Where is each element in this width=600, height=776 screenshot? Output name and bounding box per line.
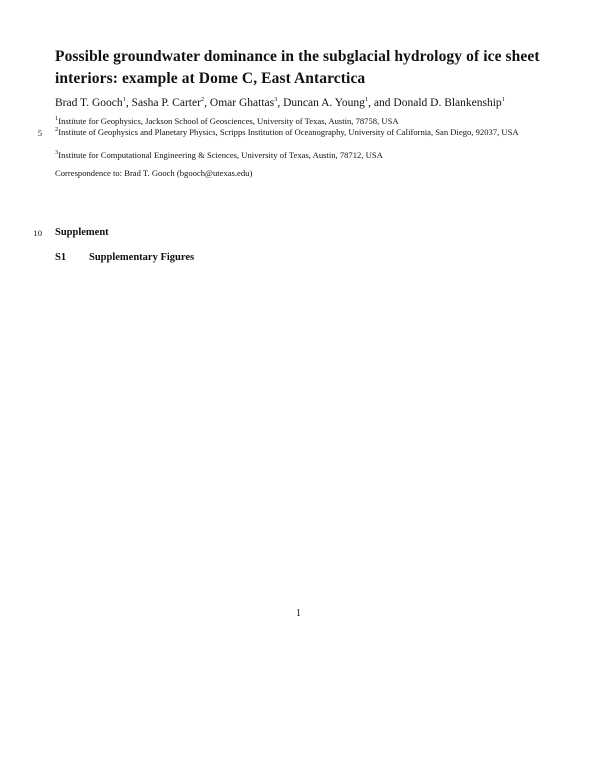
author-affiliation-mark: 3 (274, 96, 278, 104)
author-separator: , (204, 97, 210, 109)
affiliation-3 (55, 150, 560, 161)
author-name: Omar Ghattas (209, 97, 275, 109)
section-title: Supplementary Figures (89, 252, 195, 263)
author-separator: , (277, 97, 284, 109)
author-separator: , (368, 97, 374, 109)
author-affiliation-mark: 1 (501, 96, 505, 104)
affiliation-number: 3 (55, 149, 59, 157)
affiliation-text: Institute for Computational Engineering & Sciences, University of Texas, Austin, 78712, USA (58, 150, 383, 160)
author-name: Brad T. Gooch (55, 97, 123, 109)
paper-title: Possible groundwater dominance in the subglacial hydrology of ice sheet interiors: example at Dome C, East Antarctica (55, 48, 540, 87)
section-number: S1 (55, 252, 67, 263)
author-separator: , (125, 97, 132, 109)
affiliation-number: 2 (55, 126, 59, 134)
affiliation-text: Institute for Geophysics, Jackson School of Geosciences, University of Texas, Austin, 78758, USA (58, 116, 399, 126)
line-number-5: 5 (37, 128, 42, 138)
supplement-heading: Supplement (55, 227, 109, 238)
author-name: Sasha P. Carter (131, 97, 201, 109)
author-affiliation-mark: 2 (200, 96, 205, 104)
affiliation-1 (55, 116, 560, 127)
author-affiliation-mark: 1 (122, 96, 126, 104)
author-name: Duncan A. Young (283, 97, 365, 109)
page-number: 1 (296, 608, 301, 619)
correspondence-line: Correspondence to: Brad T. Gooch (bgooch@utexas.edu) (55, 168, 253, 178)
affiliation-text: Institute of Geophysics and Planetary Physics, Scripps Institution of Oceanography, University of California, San Diego, 92037, USA (58, 127, 519, 137)
affiliation-number: 1 (55, 115, 59, 123)
author-affiliation-mark: 1 (364, 96, 369, 104)
author-name: Donald D. Blankenship (393, 97, 502, 109)
affiliation-2 (55, 127, 560, 138)
author-list (55, 96, 565, 110)
line-number-10: 10 (33, 228, 42, 238)
author-conjunction: and (373, 97, 394, 109)
